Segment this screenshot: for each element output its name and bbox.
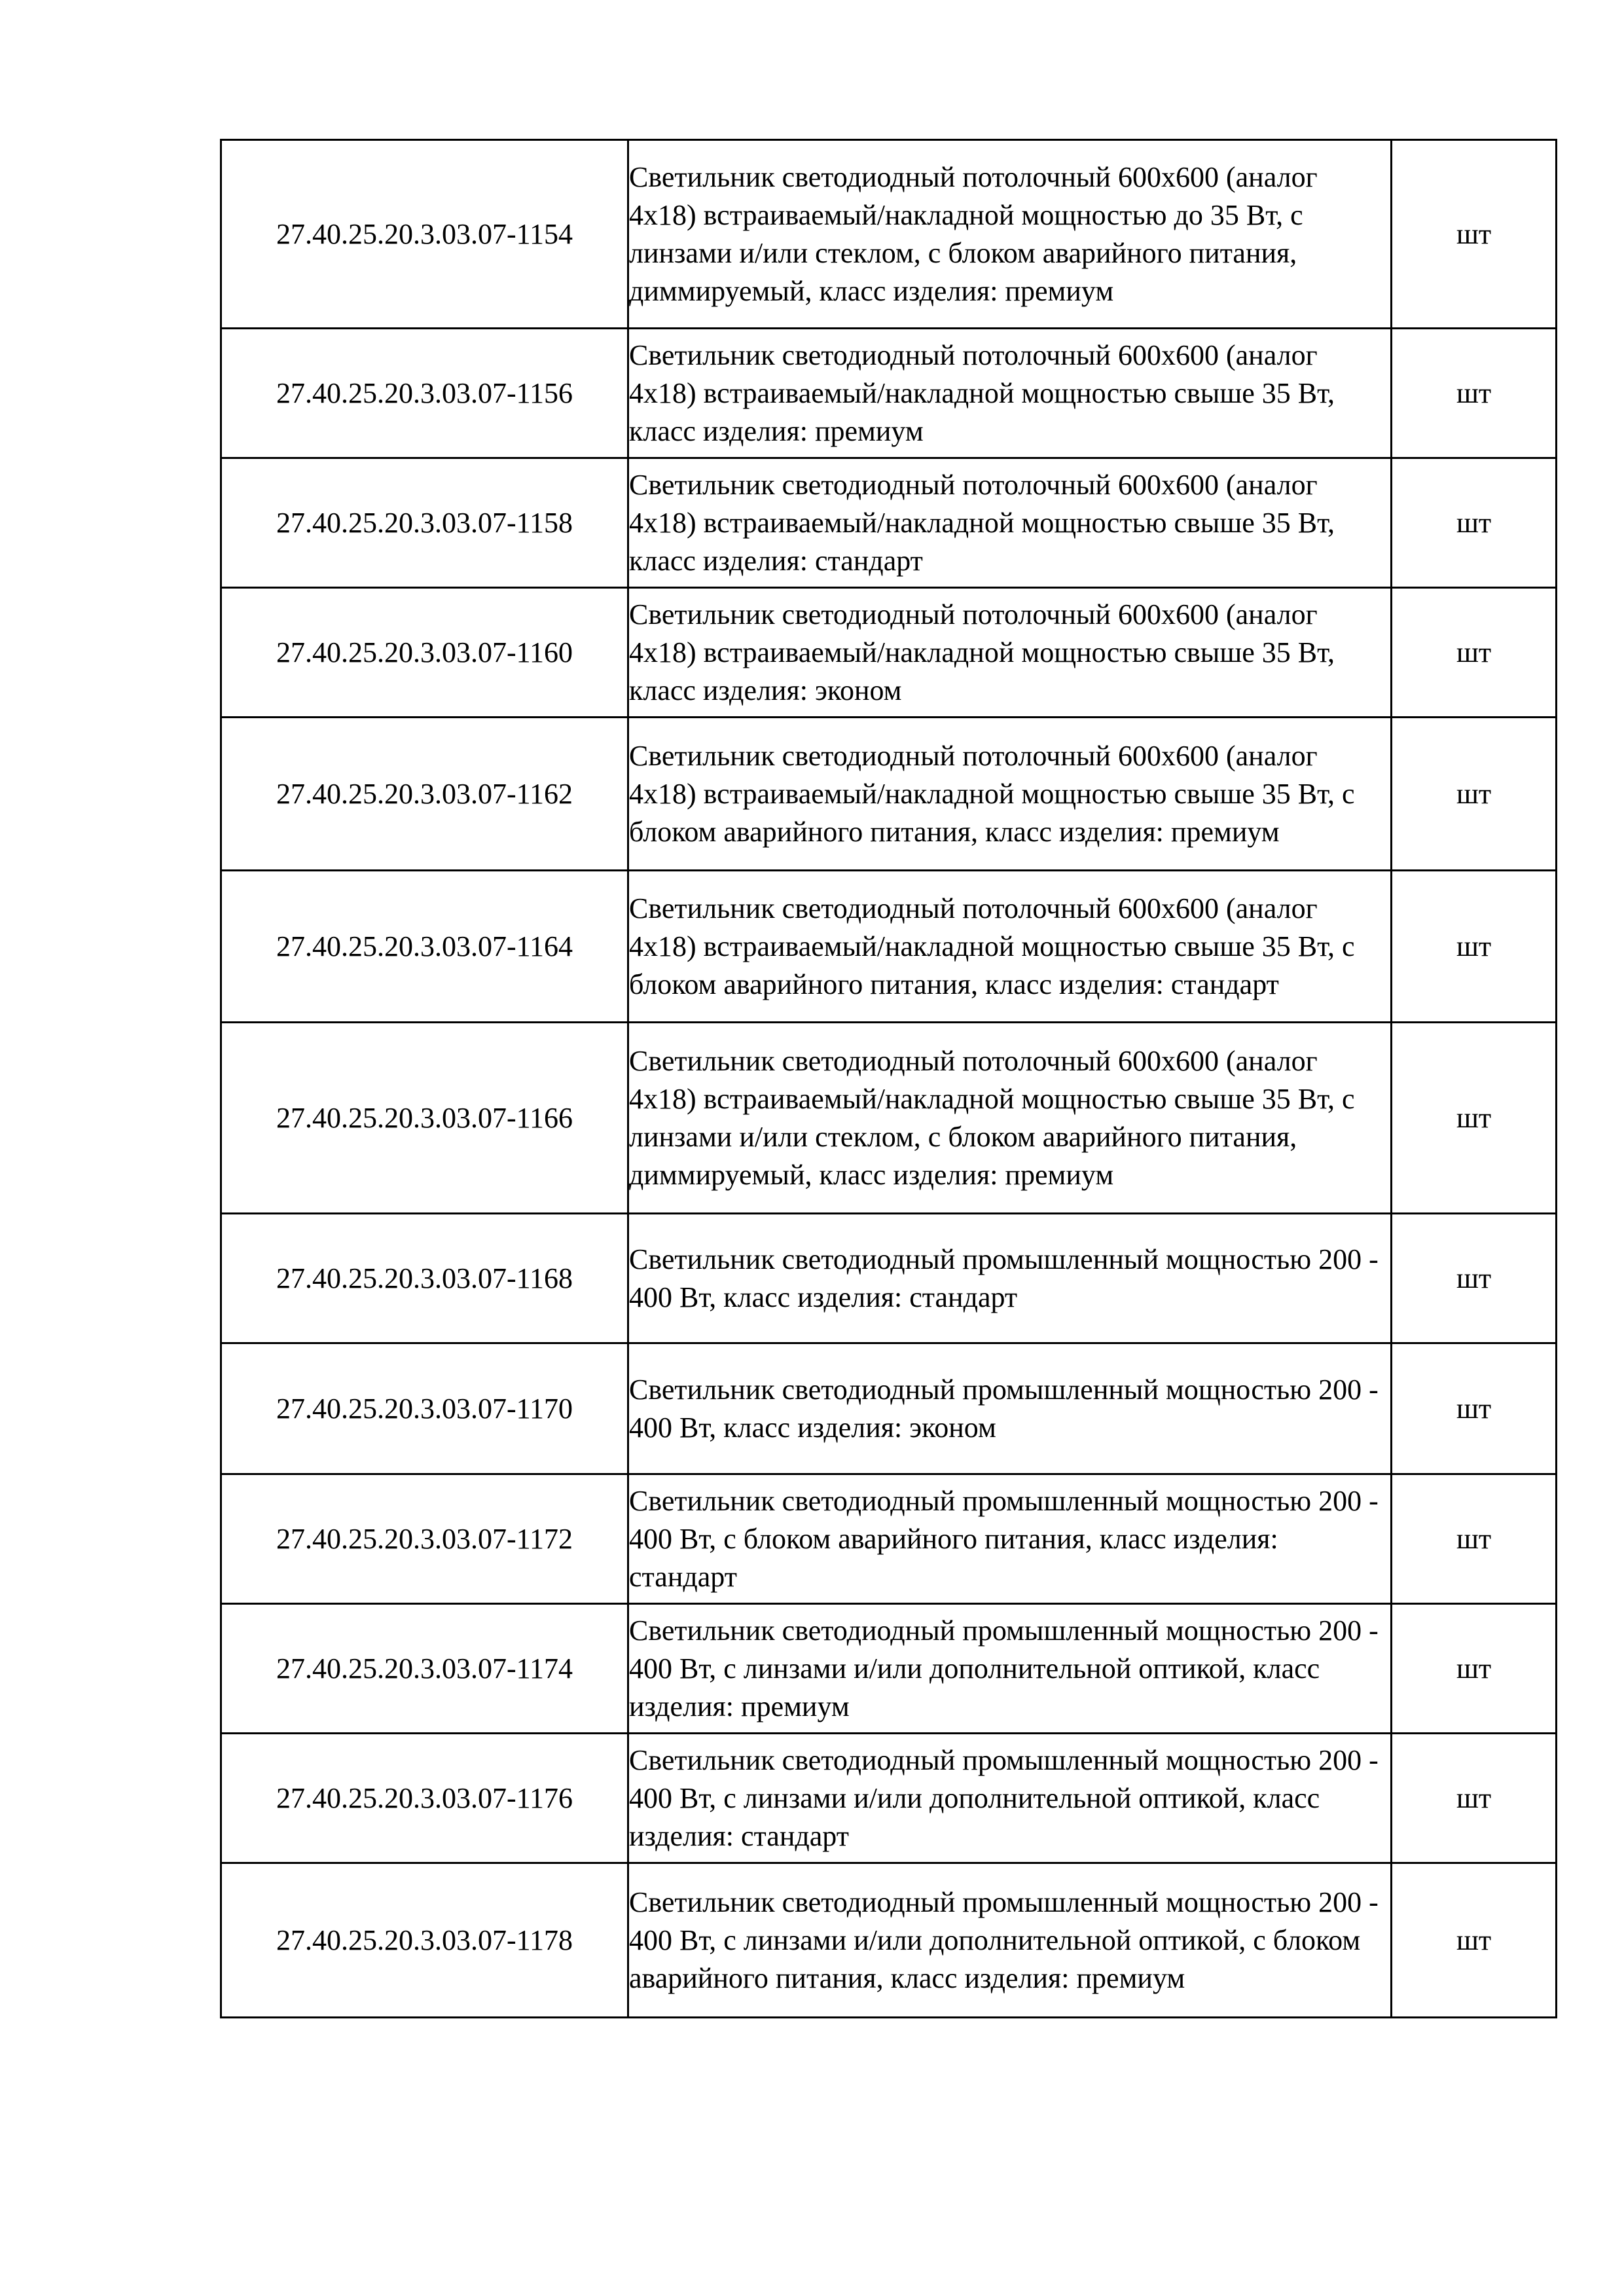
- table-row: [221, 1863, 1557, 2018]
- unit-of-measure: шт: [1392, 1343, 1557, 1474]
- table-row: [221, 458, 1557, 588]
- unit-of-measure: шт: [1392, 1474, 1557, 1604]
- table-row: [221, 140, 1557, 329]
- resource-description: Светильник светодиодный потолочный 600x600 (аналог 4x18) встраиваемый/накладной мощностью до 35 Вт, с линзами и/или стеклом, с блоком аварийного питания, диммируемый, класс изделия: премиум: [628, 140, 1392, 329]
- resource-code: 27.40.25.20.3.03.07-1160: [221, 588, 628, 718]
- resource-description: Светильник светодиодный потолочный 600x600 (аналог 4x18) встраиваемый/накладной мощностью свыше 35 Вт, класс изделия: стандарт: [628, 458, 1392, 588]
- resource-code: 27.40.25.20.3.03.07-1164: [221, 871, 628, 1023]
- table-row: [221, 588, 1557, 718]
- table-row: [221, 718, 1557, 871]
- catalog-table: [220, 139, 1557, 2018]
- unit-of-measure: шт: [1392, 871, 1557, 1023]
- table-row: [221, 329, 1557, 458]
- resource-code: 27.40.25.20.3.03.07-1172: [221, 1474, 628, 1604]
- resource-description: Светильник светодиодный промышленный мощностью 200 - 400 Вт, с линзами и/или дополнительной оптикой, с блоком аварийного питания, класс изделия: премиум: [628, 1863, 1392, 2018]
- resource-code: 27.40.25.20.3.03.07-1158: [221, 458, 628, 588]
- resource-code: 27.40.25.20.3.03.07-1162: [221, 718, 628, 871]
- resource-code: 27.40.25.20.3.03.07-1170: [221, 1343, 628, 1474]
- unit-of-measure: шт: [1392, 140, 1557, 329]
- resource-description: Светильник светодиодный промышленный мощностью 200 - 400 Вт, с линзами и/или дополнительной оптикой, класс изделия: премиум: [628, 1604, 1392, 1734]
- resource-description: Светильник светодиодный потолочный 600x600 (аналог 4x18) встраиваемый/накладной мощностью свыше 35 Вт, с блоком аварийного питания, класс изделия: стандарт: [628, 871, 1392, 1023]
- table-row: [221, 1604, 1557, 1734]
- table-row: [221, 1734, 1557, 1863]
- resource-description: Светильник светодиодный промышленный мощностью 200 - 400 Вт, с блоком аварийного питания, класс изделия: стандарт: [628, 1474, 1392, 1604]
- unit-of-measure: шт: [1392, 1214, 1557, 1343]
- unit-of-measure: шт: [1392, 718, 1557, 871]
- unit-of-measure: шт: [1392, 1023, 1557, 1214]
- resource-code: 27.40.25.20.3.03.07-1156: [221, 329, 628, 458]
- resource-description: Светильник светодиодный потолочный 600x600 (аналог 4x18) встраиваемый/накладной мощностью свыше 35 Вт, класс изделия: эконом: [628, 588, 1392, 718]
- resource-code: 27.40.25.20.3.03.07-1166: [221, 1023, 628, 1214]
- resource-code: 27.40.25.20.3.03.07-1176: [221, 1734, 628, 1863]
- table-row: [221, 1343, 1557, 1474]
- unit-of-measure: шт: [1392, 1734, 1557, 1863]
- table-row: [221, 1023, 1557, 1214]
- table-row: [221, 1474, 1557, 1604]
- resource-description: Светильник светодиодный потолочный 600x600 (аналог 4x18) встраиваемый/накладной мощностью свыше 35 Вт, с блоком аварийного питания, класс изделия: премиум: [628, 718, 1392, 871]
- resource-code: 27.40.25.20.3.03.07-1154: [221, 140, 628, 329]
- unit-of-measure: шт: [1392, 329, 1557, 458]
- unit-of-measure: шт: [1392, 588, 1557, 718]
- resource-description: Светильник светодиодный промышленный мощностью 200 - 400 Вт, класс изделия: эконом: [628, 1343, 1392, 1474]
- resource-code: 27.40.25.20.3.03.07-1168: [221, 1214, 628, 1343]
- resource-description: Светильник светодиодный потолочный 600x600 (аналог 4x18) встраиваемый/накладной мощностью свыше 35 Вт, с линзами и/или стеклом, с блоком аварийного питания, диммируемый, класс изделия: премиум: [628, 1023, 1392, 1214]
- table-row: [221, 871, 1557, 1023]
- unit-of-measure: шт: [1392, 1863, 1557, 2018]
- table-row: [221, 1214, 1557, 1343]
- unit-of-measure: шт: [1392, 458, 1557, 588]
- resource-description: Светильник светодиодный промышленный мощностью 200 - 400 Вт, с линзами и/или дополнительной оптикой, класс изделия: стандарт: [628, 1734, 1392, 1863]
- resource-description: Светильник светодиодный промышленный мощностью 200 - 400 Вт, класс изделия: стандарт: [628, 1214, 1392, 1343]
- unit-of-measure: шт: [1392, 1604, 1557, 1734]
- resource-code: 27.40.25.20.3.03.07-1174: [221, 1604, 628, 1734]
- resource-description: Светильник светодиодный потолочный 600x600 (аналог 4x18) встраиваемый/накладной мощностью свыше 35 Вт, класс изделия: премиум: [628, 329, 1392, 458]
- resource-code: 27.40.25.20.3.03.07-1178: [221, 1863, 628, 2018]
